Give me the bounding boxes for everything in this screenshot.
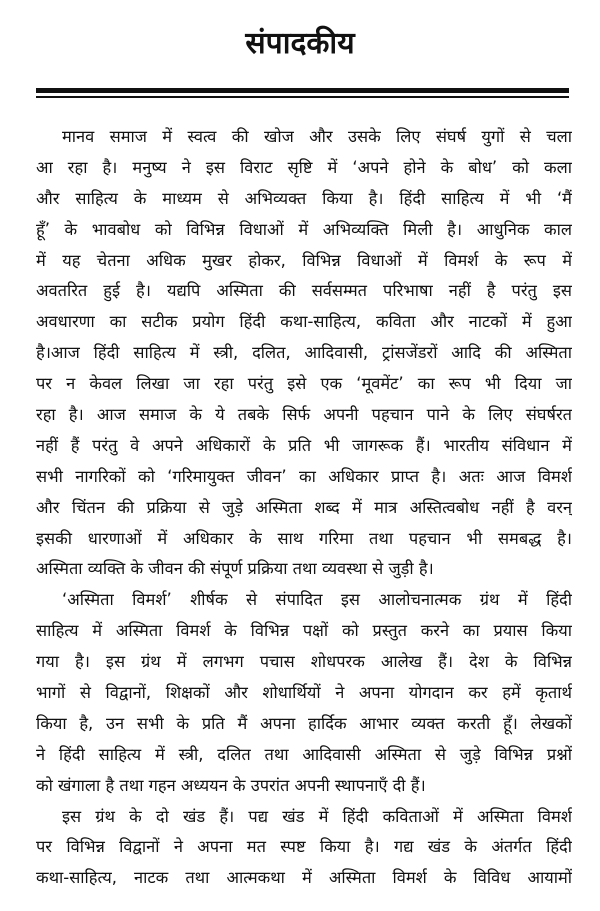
text-line: साहित्य में अस्मिता विमर्श के विभिन्न पक्षों को प्रस्तुत करने का प्रयास किया [36, 621, 572, 641]
text-line: अवतरित हुई है। यद्यपि अस्मिता की सर्वसम्मत परिभाषा नहीं है परंतु इस [36, 281, 572, 301]
text-line: अस्मिता व्यक्ति के जीवन की संपूर्ण प्रक्रिया तथा व्यवस्था से जुड़ी है। [36, 559, 434, 579]
page-title: संपादकीय [245, 26, 355, 61]
text-line: हूँ’ के भावबोध को विभिन्न विधाओं में अभिव्यक्ति मिली है। आधुनिक काल [36, 219, 572, 239]
title-rule-thick [36, 88, 569, 93]
text-line: रहा है। आज समाज के ये तबके सिर्फ अपनी पहचान पाने के लिए संघर्षरत [36, 405, 572, 425]
text-line: सभी नागरिकों को ‘गरिमायुक्त जीवन’ का अधिकार प्राप्त है। अतः आज विमर्श [36, 466, 572, 486]
text-line: ‘अस्मिता विमर्श’ शीर्षक से संपादित इस आलोचनात्मक ग्रंथ में हिंदी [62, 590, 572, 610]
text-line: भागों से विद्वानों, शिक्षकों और शोधार्थियों ने अपना योगदान कर हमें कृतार्थ [36, 683, 572, 703]
text-line: मानव समाज में स्वत्व की खोज और उसके लिए संघर्ष युगों से चला [62, 127, 572, 146]
text-line: आ रहा है। मनुष्य ने इस विराट सृष्टि में ‘अपने होने के बोध’ को कला [36, 157, 572, 177]
text-line: गया है। इस ग्रंथ में लगभग पचास शोधपरक आलेख हैं। देश के विभिन्न [36, 652, 572, 672]
text-line: में यह चेतना अधिक मुखर होकर, विभिन्न विधाओं में विमर्श के रूप में [36, 250, 572, 270]
title-rule-thin [36, 96, 569, 98]
text-line: कथा-साहित्य, नाटक तथा आत्मकथा में अस्मिता विमर्श के विविध आयामों [36, 868, 572, 888]
text-line: है।आज हिंदी साहित्य में स्त्री, दलित, आदिवासी, ट्रांसजेंडरों आदि की अस्मिता [36, 343, 572, 363]
text-line: और चिंतन की प्रक्रिया से जुड़े अस्मिता शब्द में मात्र अस्तित्वबोध नहीं है वरन् [36, 497, 572, 517]
text-line: को खंगाला है तथा गहन अध्ययन के उपरांत अपनी स्थापनाएँ दी हैं। [36, 775, 426, 795]
text-line: इसकी धारणाओं में अधिकार के साथ गरिमा तथा पहचान भी समबद्ध है। [36, 528, 572, 548]
text-line: अवधारणा का सटीक प्रयोग हिंदी कथा-साहित्य, कविता और नाटकों में हुआ [36, 312, 572, 332]
text-line: पर न केवल लिखा जा रहा परंतु इसे एक ‘मूवमेंट’ का रूप भी दिया जा [36, 374, 572, 394]
text-line: नहीं हैं परंतु वे अपने अधिकारों के प्रति भी जागरूक हैं। भारतीय संविधान में [36, 435, 572, 455]
text-line: इस ग्रंथ के दो खंड हैं। पद्य खंड में हिंदी कविताओं में अस्मिता विमर्श [62, 806, 572, 826]
body-text [36, 122, 572, 894]
text-line: पर विभिन्न विद्वानों ने अपना मत स्पष्ट किया है। गद्य खंड के अंतर्गत हिंदी [36, 837, 572, 857]
text-line: ने हिंदी साहित्य में स्त्री, दलित तथा आदिवासी अस्मिता से जुड़े विभिन्न प्रश्नों [36, 744, 572, 764]
text-line: किया है, उन सभी के प्रति मैं अपना हार्दिक आभार व्यक्त करती हूँ। लेखकों [36, 713, 572, 733]
text-line: और साहित्य के माध्यम से अभिव्यक्त किया है। हिंदी साहित्य में भी ‘मैं [36, 188, 572, 208]
